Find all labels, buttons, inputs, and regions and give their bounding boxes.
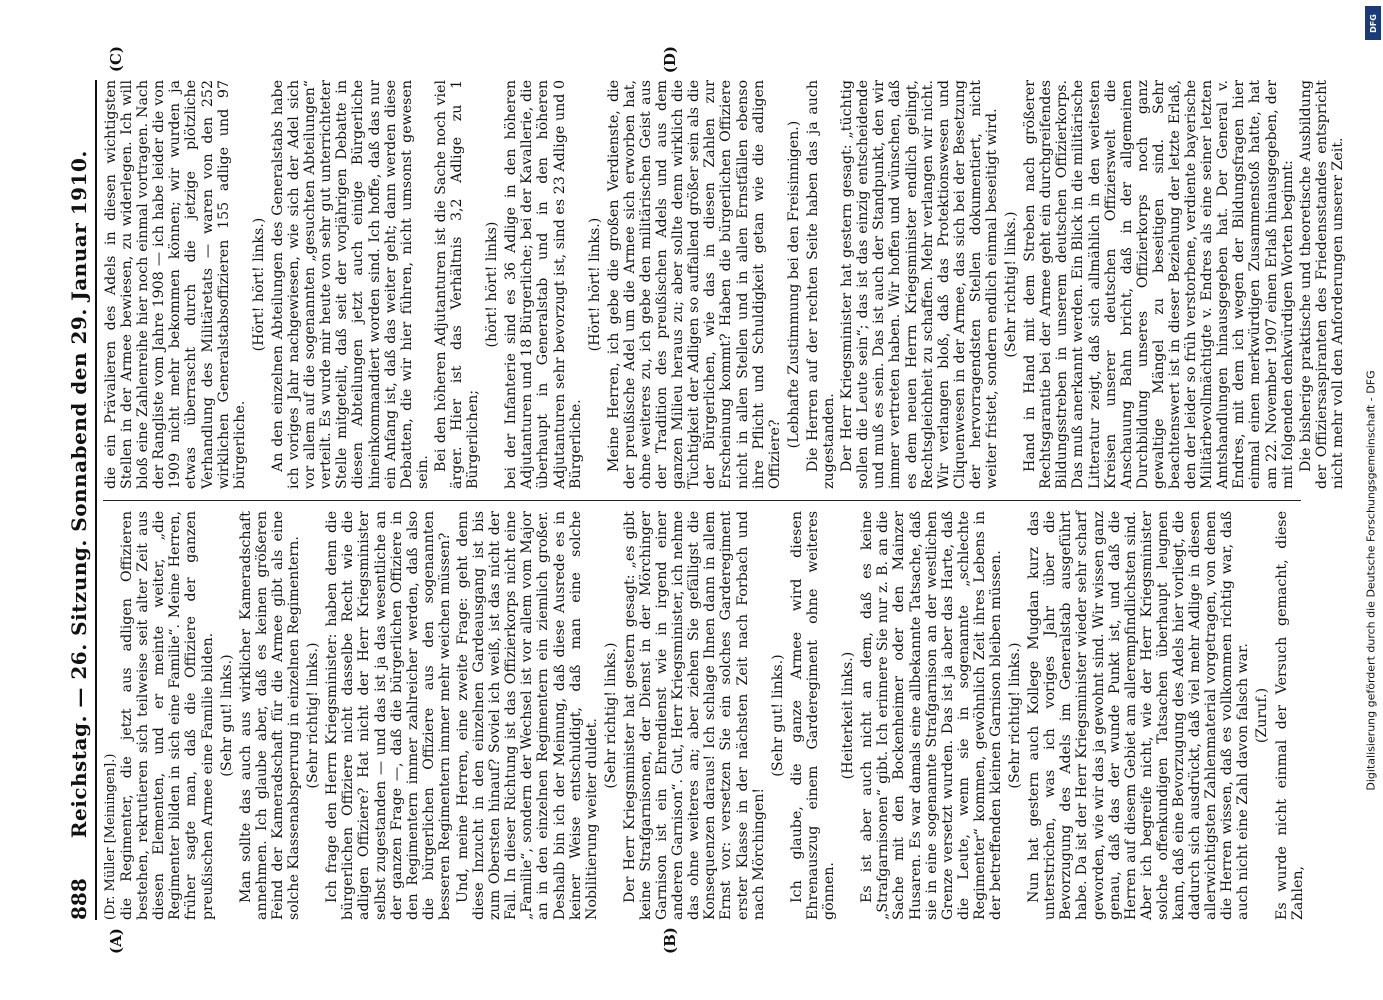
- paragraph: die Regimenter, die jetzt aus adligen Offizieren bestehen, rekrutieren sich teilweise seit alter Zeit aus diesen Elementen, und er meinte weiter, „die Regimenter bilden in sich eine Familie“. Meine Herren, früher sagte man, daß die Offiziere der ganzen preußischen Armee eine Familie bilden.: [119, 511, 216, 920]
- paragraph: Und, meine Herren, eine zweite Frage: geht denn diese Inzucht in den einzelnen Gardeausgang ist bis zum Obersten hinauf? Soviel ich weiß, ist das nicht der Fall. In dieser Richtung ist das Offizierkorps nicht eine „Familie“, sondern der Wechsel ist vor allem vom Major an in den einzelnen Regimentern ein ziemlich großer. Deshalb bin ich der Meinung, daß diese Ausrede es in keiner Weise entschuldigt, daß man eine solche Nobilitierung weiter duldet.: [454, 511, 600, 920]
- paragraph: Meine Herren, ich gebe die großen Verdienste, die der preußische Adel um die Armee sich erworben hat, ohne weiteres zu, ich gebe den militärischen Geist aus der Tradition des preußischen Adels und aus dem ganzen Milieu heraus zu; aber sollte denn wirklich die Tüchtigkeit der Adligen so auffallend größer sein als die der Bürgerlichen, wie das in diesen Zahlen zur Erscheinung kommt? Haben die bürgerlichen Offiziere nicht in allen Stellen und in allen Ernstfällen ebenso ihre Pflicht und Schuldigkeit getan wie die adligen Offiziere?: [605, 80, 783, 489]
- margin-letter-b: (B): [661, 927, 679, 954]
- dfg-logo: DFG: [1365, 6, 1381, 40]
- interjection: (Zuruf.): [1254, 687, 1271, 744]
- paragraph: Es wurde nicht einmal der Versuch gemacht, diese Zahlen,: [1273, 511, 1306, 920]
- page-header: [61, 80, 97, 920]
- interjection: (Heiterkeit links.): [840, 651, 857, 780]
- column-left: [103, 511, 1306, 920]
- paragraph: An den einzelnen Abteilungen des Generalstabs habe ich voriges Jahr nachgewiesen, wie sich der Adel sich vor allem auf die sogenannten „gesuchten Abteilungen“ verteilt. Es wurde mir heute von sehr gut unterrichteter Stelle mitgeteilt, daß seit der vorjährigen Debatte in diesen Abteilungen jetzt auch einige Bürgerliche hineinkommandiert worden sind. Ich hoffe, daß das nur ein Anfang ist, daß das weiter geht; dann werden diese Debatten, die wir hier führen, nicht umsonst gewesen sein.: [269, 80, 431, 489]
- paragraph: Ich glaube, die ganze Armee wird diesen Ehrenauszug einem Garderegiment ohne weiteres gönnen.: [788, 511, 838, 920]
- interjection: (Sehr richtig! links.): [602, 642, 619, 789]
- interjection: (Lebhafte Zustimmung bei den Freisinnigen.): [785, 120, 802, 449]
- interjection: (Sehr richtig! links.): [1007, 642, 1024, 789]
- rotated-page: [41, 40, 1346, 960]
- interjection: (Hört! hört! links.): [586, 217, 603, 352]
- page-number: 888: [67, 878, 91, 920]
- interjection: (Hört! hört! links.): [250, 217, 267, 352]
- page-title: Reichstag. — 26. Sitzung. Sonnabend den 29. Januar 1910.: [67, 150, 91, 839]
- credit-text: Digitalisierung gefördert durch die Deutsche Forschungsgemeinschaft - DFG: [1364, 369, 1378, 791]
- interjection: (hört! hört! links): [484, 221, 501, 348]
- margin-letter-a: (A): [107, 928, 125, 954]
- paragraph: bei der Infanterie sind es 36 Adlige in den höheren Adjutanturen und 18 Bürgerliche; bei der Kavallerie, die überhaupt in Generalstab und in den höheren Adjutanturen sehr bevorzugt ist, sind es 23 Adlige und 0 Bürgerliche.: [503, 80, 584, 489]
- paragraph: Ich frage den Herrn Kriegsminister: haben denn die bürgerlichen Offiziere nicht dasselbe Recht wie die adligen Offiziere? Hat nicht der Herr Kriegsminister selbst zugestanden — und das ist ja das wesentliche an der ganzen Frage —, daß die bürgerlichen Offiziere in den Regimentern immer zahlreicher werden, daß also die bürgerlichen Offiziere aus den sogenannten besseren Regimentern immer mehr weichen müssen?: [324, 511, 453, 920]
- digitization-credit: [1361, 160, 1381, 1000]
- paragraph: Nun hat gestern auch Kollege Mugdan kurz das unterstrichen, was ich voriges Jahr über die Bevorzugung des Adels im Generalstab ausgeführt habe. Da ist der Herr Kriegsminister wieder sehr scharf geworden, wie wir das ja gewohnt sind. Wir wissen ganz genau, daß das der wunde Punkt ist, und daß die Herren auf diesem Gebiet am allerempfindlichsten sind. Aber ich begreife nicht, wie der Herr Kriegsminister solche offenkundigen Tatsachen überhaupt leugnen kann, daß eine Bevorzugung des Adels hier vorliegt, die dadurch sich ausdrückt, daß viel mehr Adlige in diesen allerwichtigsten Zahlenmaterial vorgetragen, von denen die Herren wissen, daß es vollkommen richtig war, daß auch nicht eine Zahl davon falsch war.: [1026, 511, 1252, 920]
- margin-letter-c: (C): [107, 46, 125, 73]
- interjection: (Sehr richtig! links.): [1003, 211, 1020, 358]
- column-right: [103, 80, 1346, 489]
- paragraph: Man sollte das auch aus wirklicher Kameradschaft annehmen. Ich glaube aber, daß es keinen größeren Feind der Kameradschaft für die Armee gibt als eine solche Klassenabsperrung in einzelnen Regimentern.: [237, 511, 303, 920]
- text-columns: [103, 80, 1346, 920]
- paragraph: Hand in Hand mit dem Streben nach größerer Rechtsgarantie bei der Armee geht ein durchgreifendes Bildungsstreben in unserem deutschen Offizierkorps. Das muß anerkannt werden. Ein Blick in die militärische Litteratur zeigt, daß sich allmählich in den weitesten Kreisen unserer deutschen Offizierswelt die Anschauung Bahn bricht, daß in der allgemeinen Durchbildung unseres Offizierkorps noch ganz gewaltige Mängel zu beseitigen sind. Sehr beachtenswert ist in dieser Beziehung der letzte Erlaß, den der leider so früh verstorbene, verdiente bayerische Militärbevollmächtigte v. Endres als eine seiner letzten Amtshandlungen hinausgegeben hat. Der General v. Endres, mit dem ich wegen der Bildungsfragen hier einmal einen merkwürdigen Zusammenstoß hatte, hat am 22. November 1907 einen Erlaß hinausgegeben, der mit folgenden denkwürdigen Worten beginnt:: [1022, 80, 1296, 489]
- interjection: (Sehr gut! links.): [218, 654, 235, 777]
- paragraph: Es ist aber auch nicht an dem, daß es keine „Strafgarnisonen“ gibt. Ich erinnere Sie nur z. B. an die Sache mit den Bockenheimer oder den Mainzer Husaren. Es war damals eine allbekannte Tatsache, daß sie in eine sogenannte Strafgarnison an der westlichen Grenze versetzt wurden. Das ist ja aber das Harte, daß die Leute, wenn sie in sogenannte „schlechte Regimenter“ kommen, gewöhnlich Zeit ihres Lebens in der betreffenden kleinen Garnison bleiben müssen.: [859, 511, 1004, 920]
- paragraph: Der Herr Kriegsminister hat gestern gesagt: „tüchtig sollen die Leute sein“; das ist das einzig entscheidende und muß es sein. Das ist auch der Standpunkt, den wir immer vertreten haben. Wir hoffen und wünschen, daß es dem neuen Herrn Kriegsminister endlich gelingt, Rechtsgleichheit zu schaffen. Mehr verlangen wir nicht. Wir verlangen bloß, daß das Protektionswesen und Cliquenwesen in der Armee, das sich bei der Besetzung der hervorragendsten Stellen dokumentiert, nicht weiter fristet, sondern endlich einmal beseitigt wird.: [839, 80, 1000, 489]
- paragraph: Der Herr Kriegsminister hat gestern gesagt: „es gibt keine Strafgarnisonen, der Dienst in der Mörchinger Garnison ist ein Ehrendienst wie in irgend einer anderen Garnison“. Gut, Herr Kriegsminister, ich nehme das ohne weiteres an; aber ziehen Sie gefälligst die Konsequenzen daraus! Ich schlage Ihnen dann in allem Ernst vor: versetzen Sie ein solches Garderegiment erster Klasse in der nächsten Zeit nach Forbach und nach Mörchingen!: [621, 511, 767, 920]
- paragraph: Die bisherige praktische und theoretische Ausbildung der Offiziersaspiranten des Friedensstandes entspricht nicht mehr voll den Anforderungen unserer Zeit.: [1297, 80, 1346, 489]
- paragraph: Bei den höheren Adjutanturen ist die Sache noch viel ärger. Hier ist das Verhältnis 3,2 Adlige zu 1 Bürgerlichen;: [432, 80, 482, 489]
- paragraph: die ein Prävalieren des Adels in diesen wichtigsten Stellen in der Armee bewiesen, zu widerlegen. Ich will bloß eine Zahlenreihe hier noch einmal vortragen. Nach der Rangliste vom Jahre 1908 — ich habe leider die von 1909 nicht mehr bekommen können; wir wurden ja etwas überrascht durch die jetzige plötzliche Verhandlung des Militäretats — waren von den 252 wirklichen Generalstabsoffizieren 155 adlige und 97 bürgerliche.: [103, 80, 248, 489]
- interjection: (Sehr richtig! links.): [305, 642, 322, 789]
- paragraph: Die Herren auf der rechten Seite haben das ja auch zugestanden.: [804, 80, 838, 489]
- interjection: (Sehr gut! links.): [769, 654, 786, 777]
- margin-letter-d: (D): [661, 46, 679, 74]
- speaker-label: (Dr. Müller [Meiningen].): [103, 753, 118, 920]
